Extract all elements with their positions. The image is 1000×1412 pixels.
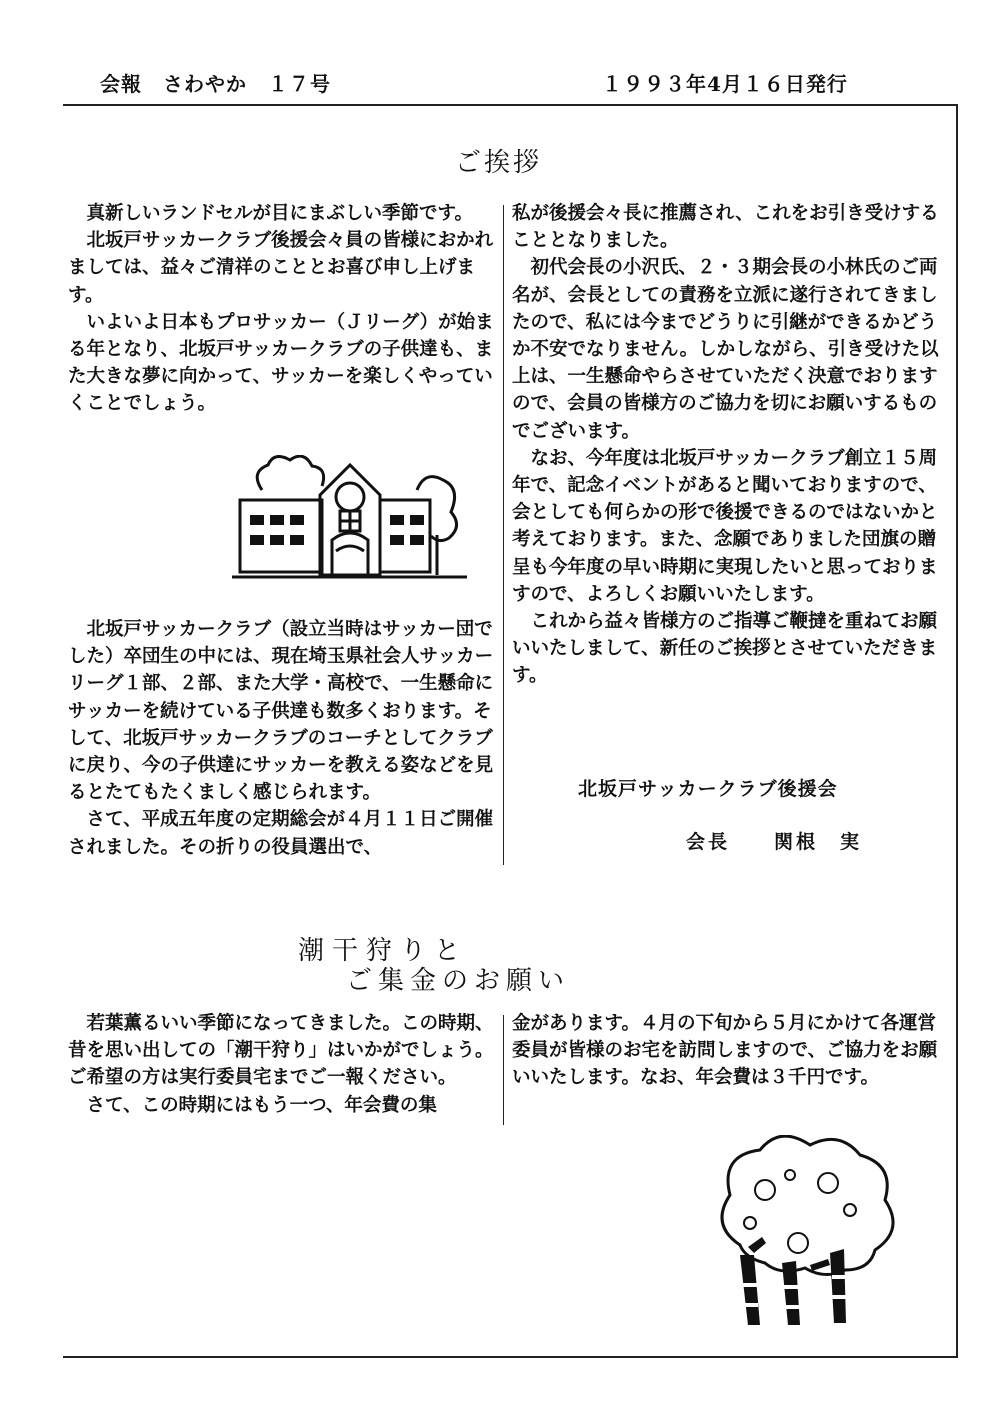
notice-column-2 xyxy=(512,1010,952,1092)
paragraph: なお、今年度は北坂戸サッカークラブ創立１５周年で、記念イベントがあると聞いておりますので、会としても何らかの形で後援できるのではないかと考えております。また、念願でありました団旗の贈呈も今年度の早い時期に実現したいと思っておりますので、よろしくお願いいたします。 xyxy=(512,447,938,605)
paragraph: 金があります。４月の下旬から５月にかけて各運営委員が皆様のお宅を訪問しますので、ご協力をお願いいたします。なお、年会費は３千円です。 xyxy=(512,1013,938,1089)
greeting-title: ご挨拶 xyxy=(455,148,543,178)
paragraph: 北坂戸サッカークラブ（設立当時はサッカー団でした）卒団生の中には、現在埼玉県社会人サッカーリーグ１部、２部、また大学・高校で、一生懸命にサッカーを続けている子供達も数多くおります。そして、北坂戸サッカークラブのコーチとしてクラブに戻り、今の子供達にサッカーを教える姿などを見るとたてもたくましく感じられます。 xyxy=(68,619,494,804)
signature-organization: 北坂戸サッカークラブ後援会 xyxy=(578,778,838,800)
signature-name: 会長 関根 実 xyxy=(686,831,863,853)
column-divider xyxy=(503,205,504,865)
column-divider xyxy=(503,1015,504,1125)
notice-title-line-1: 潮干狩りと xyxy=(298,936,469,966)
newsletter-title: 会報 さわやか １７号 xyxy=(100,72,331,96)
paragraph: 初代会長の小沢氏、２・３期会長の小林氏のご両名が、会長としての責務を立派に遂行されてきましたので、私には今までどうりに引継ができるかどうか不安でなりません。しかしながら、引き受けた以上は、一生懸命やらさせていただく決意でおりますので、会員の皆様方のご協力を切にお願いするものでございます。 xyxy=(512,257,939,442)
paragraph: さて、この時期にはもう一つ、年会費の集 xyxy=(68,1094,437,1116)
issue-date: １９９３年4月１６日発行 xyxy=(602,72,848,96)
paragraph: 若葉薫るいい季節になってきました。この時期、昔を思い出しての「潮干狩り」はいかがでしょう。ご希望の方は実行委員宅までご一報ください。 xyxy=(68,1013,494,1089)
paragraph: 私が後援会々長に推薦され、これをお引き受けすることとなりました。 xyxy=(512,203,939,252)
cherry-tree-illustration xyxy=(710,1135,900,1335)
paragraph: 真新しいランドセルが目にまぶしい季節です。 xyxy=(68,203,473,224)
paragraph: 北坂戸サッカークラブ後援会々員の皆様におかれましては、益々ご清祥のこととお喜び申し上げます。 xyxy=(68,230,494,306)
paragraph: これから益々皆様方のご指導ご鞭撻を重ねてお願いいたしまして、新任のご挨拶とさせていただきます。 xyxy=(512,611,938,687)
notice-column-1 xyxy=(68,1010,498,1119)
notice-title-line-2: ご集金のお願い xyxy=(346,966,571,996)
greeting-column-2 xyxy=(512,200,952,690)
school-building-illustration xyxy=(232,455,467,590)
greeting-column-1-continued xyxy=(68,616,498,861)
paragraph: さて、平成五年度の定期総会が４月１１日ご開催されました。その折りの役員選出で、 xyxy=(68,809,494,858)
greeting-column-1 xyxy=(68,200,498,418)
paragraph: いよいよ日本もプロサッカー（Ｊリーグ）が始まる年となり、北坂戸サッカークラブの子供達も、また大きな夢に向かって、サッカーを楽しくやっていくことでしょう。 xyxy=(68,311,494,415)
